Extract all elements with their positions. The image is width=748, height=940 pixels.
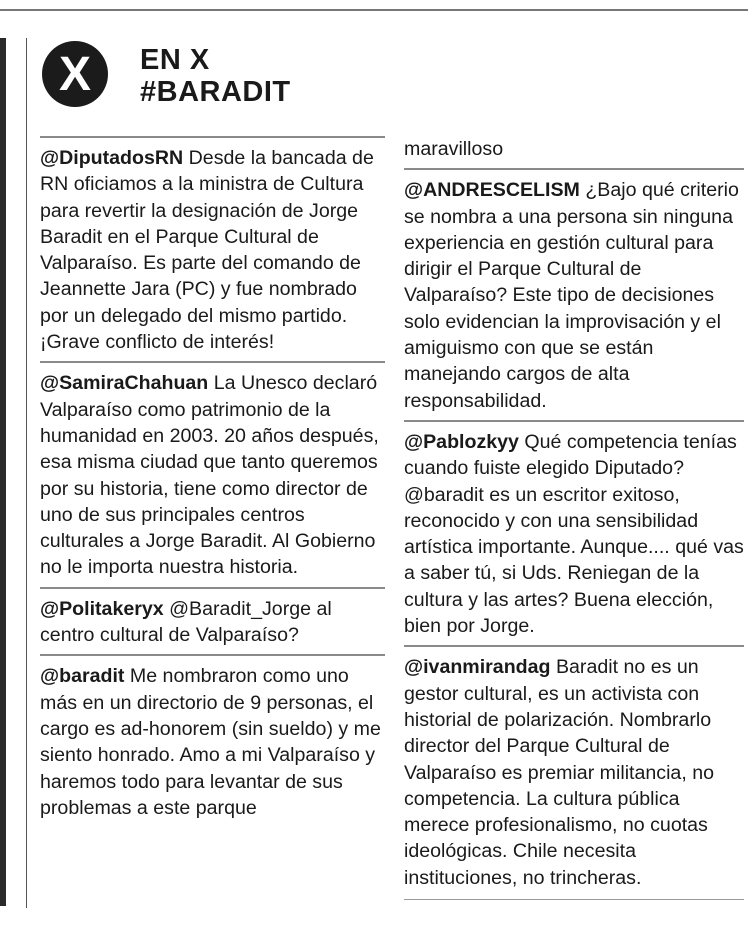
- post-samirachahuan: [40, 361, 385, 586]
- title-line-2: #BARADIT: [140, 76, 291, 108]
- column-divider: [26, 38, 27, 908]
- post-text: Qué competencia tenías cuando fuiste elegido Diputado? @baradit es un escritor exitoso, reconocido y con una sensibilidad artística importante. Aunque.... qué vas a saber tú, si Uds. Reniegan de la cultura y las artes? Buena elección, bien por Jorge.: [404, 430, 744, 638]
- x-logo-icon: [42, 41, 108, 107]
- left-column: [40, 136, 385, 827]
- post-text: Baradit no es un gestor cultural, es un activista con historial de polarización. Nombrarlo director del Parque Cultural de Valparaíso es premiar militancia, no competencia. La cultura pública merece profesionalismo, no cuotas ideológicas. Chile necesita instituciones, no trincheras.: [404, 656, 715, 889]
- post-baradit: [40, 654, 385, 827]
- post-handle[interactable]: @ANDRESCELISM: [404, 179, 580, 202]
- post-text: ¿Bajo qué criterio se nombra a una persona sin ninguna experiencia en gestión cultural para dirigir el Parque Cultural de Valparaíso? Este tipo de decisiones solo evidencian la improvisación y el amiguismo con que se están manejando cargos de alta responsabilidad.: [404, 179, 739, 412]
- post-handle[interactable]: @Politakeryx: [40, 597, 164, 620]
- post-ivanmirandag: [404, 645, 744, 897]
- post-handle[interactable]: @Pablozkyy: [404, 430, 519, 453]
- post-text: Desde la bancada de RN oficiamos a la ministra de Cultura para revertir la designación de Jorge Baradit en el Parque Cultural de Valparaíso. Es parte del comando de Jeannette Jara (PC) y fue nombrado por un delegado del mismo partido. ¡Grave conflicto de interés!: [40, 147, 374, 354]
- post-handle[interactable]: @DiputadosRN: [40, 147, 184, 169]
- post-pablozkyy: [404, 420, 744, 645]
- top-rule: [0, 9, 748, 11]
- post-text: Me nombraron como uno más en un directorio de 9 personas, el cargo es ad-honorem (sin sueldo) y me siento honrado. Amo a mi Valparaíso y haremos todo para levantar de sus problemas a este parque: [40, 665, 381, 819]
- post-diputadosrn: [40, 136, 385, 361]
- post-handle[interactable]: @ivanmirandag: [404, 656, 551, 679]
- right-column: [404, 136, 744, 900]
- adjacent-page-strip: [0, 38, 6, 906]
- post-andrescelism: [404, 168, 744, 420]
- post-continuation: [404, 136, 744, 168]
- title-line-1: EN X: [140, 44, 210, 76]
- bottom-rule: [404, 899, 744, 900]
- post-text: @Baradit_Jorge al centro cultural de Valparaíso?: [40, 597, 332, 647]
- post-handle[interactable]: @baradit: [40, 665, 125, 688]
- post-politakeryx: [40, 587, 385, 655]
- x-logo-letter: X: [58, 47, 91, 101]
- post-text: La Unesco declaró Valparaíso como patrimonio de la humanidad en 2003. 20 años después, esa misma ciudad que tanto queremos por su historia, tiene como director de uno de sus principales centros culturales a Jorge Baradit. Al Gobierno no le importa nuestra historia.: [40, 372, 379, 579]
- post-handle[interactable]: @SamiraChahuan: [40, 372, 209, 395]
- section-title: [140, 44, 291, 108]
- continuation-text: maravilloso: [404, 138, 504, 160]
